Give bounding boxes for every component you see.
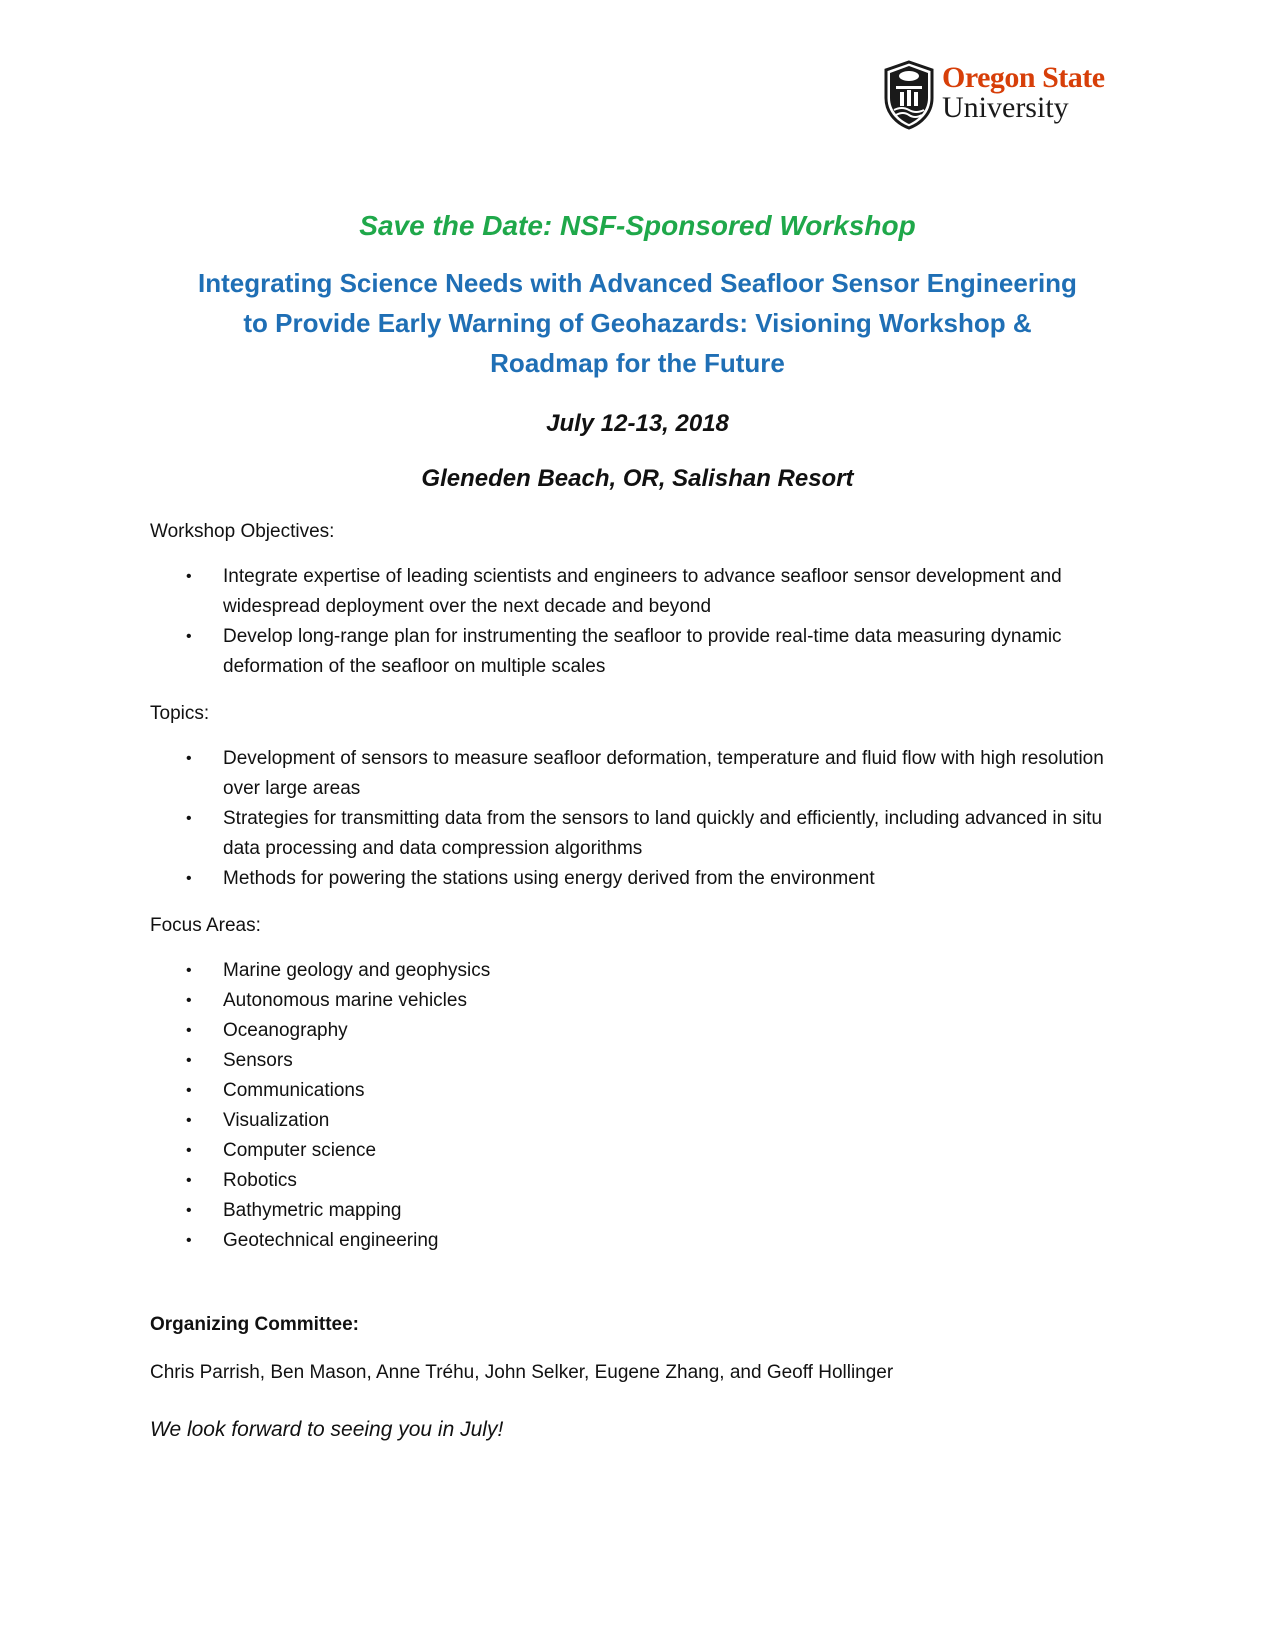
list-item (180, 1076, 1140, 1106)
list-item (180, 1166, 1140, 1196)
bullet-icon: • (186, 1112, 192, 1129)
list-item (180, 1226, 1140, 1256)
osu-logo (882, 58, 1112, 134)
objective-text: Develop long-range plan for instrumenting the seafloor to provide real-time data measuring dynamic deformation of the seafloor on multiple scales (223, 626, 1062, 677)
logo-wordmark-university: University (942, 91, 1069, 124)
committee-members: Chris Parrish, Ben Mason, Anne Tréhu, John Selker, Eugene Zhang, and Geoff Hollinger (150, 1362, 894, 1383)
list-item (180, 986, 1140, 1016)
organizing-committee-heading: Organizing Committee: (150, 1314, 360, 1335)
bullet-icon: • (186, 992, 192, 1009)
workshop-date: July 12-13, 2018 (546, 410, 729, 437)
focus-area-text: Computer science (223, 1140, 377, 1161)
workshop-venue: Gleneden Beach, OR, Salishan Resort (421, 465, 854, 492)
bullet-icon: • (186, 1172, 192, 1189)
save-the-date-heading: Save the Date: NSF-Sponsored Workshop (359, 210, 916, 241)
bullet-icon: • (186, 628, 192, 645)
topic-text: Development of sensors to measure seafloor deformation, temperature and fluid flow with high resolution over large areas (223, 748, 1104, 799)
closing-message: We look forward to seeing you in July! (150, 1418, 504, 1441)
list-item (180, 562, 1140, 622)
osu-shield-icon (882, 60, 936, 130)
list-item (180, 622, 1140, 682)
list-item (180, 1016, 1140, 1046)
bullet-icon: • (186, 870, 192, 887)
focus-area-text: Geotechnical engineering (223, 1230, 439, 1251)
bullet-icon: • (186, 1022, 192, 1039)
bullet-icon: • (186, 1232, 192, 1249)
focus-areas-list (180, 956, 1140, 1256)
list-item (180, 1136, 1140, 1166)
list-item (180, 744, 1140, 804)
focus-area-text: Autonomous marine vehicles (223, 990, 467, 1011)
focus-area-text: Oceanography (223, 1020, 348, 1041)
focus-areas-heading: Focus Areas: (150, 915, 261, 936)
workshop-title-line-2: to Provide Early Warning of Geohazards: Visioning Workshop & (243, 308, 1032, 338)
bullet-icon: • (186, 810, 192, 827)
focus-area-text: Visualization (223, 1110, 330, 1131)
topics-list (180, 744, 1140, 894)
bullet-icon: • (186, 1202, 192, 1219)
logo-wordmark-oregon-state: Oregon State (942, 61, 1105, 94)
objective-text: Integrate expertise of leading scientists and engineers to advance seafloor sensor development and widespread deployment over the next decade and beyond (223, 566, 1062, 617)
focus-area-text: Communications (223, 1080, 365, 1101)
bullet-icon: • (186, 750, 192, 767)
focus-area-text: Sensors (223, 1050, 293, 1071)
list-item (180, 1106, 1140, 1136)
list-item (180, 804, 1140, 864)
focus-area-text: Bathymetric mapping (223, 1200, 402, 1221)
bullet-icon: • (186, 1082, 192, 1099)
bullet-icon: • (186, 1052, 192, 1069)
bullet-icon: • (186, 568, 192, 585)
list-item (180, 1196, 1140, 1226)
workshop-title-line-3: Roadmap for the Future (490, 348, 785, 378)
focus-area-text: Robotics (223, 1170, 297, 1191)
topic-text: Strategies for transmitting data from the sensors to land quickly and efficiently, including advanced in situ data processing and data compression algorithms (223, 808, 1103, 859)
focus-area-text: Marine geology and geophysics (223, 960, 491, 981)
topics-heading: Topics: (150, 703, 210, 724)
bullet-icon: • (186, 1142, 192, 1159)
topic-text: Methods for powering the stations using energy derived from the environment (223, 868, 875, 889)
list-item (180, 864, 1140, 894)
list-item (180, 956, 1140, 986)
objectives-heading: Workshop Objectives: (150, 521, 335, 542)
list-item (180, 1046, 1140, 1076)
workshop-title-line-1: Integrating Science Needs with Advanced Seafloor Sensor Engineering (198, 268, 1077, 298)
bullet-icon: • (186, 962, 192, 979)
objectives-list (180, 562, 1140, 682)
